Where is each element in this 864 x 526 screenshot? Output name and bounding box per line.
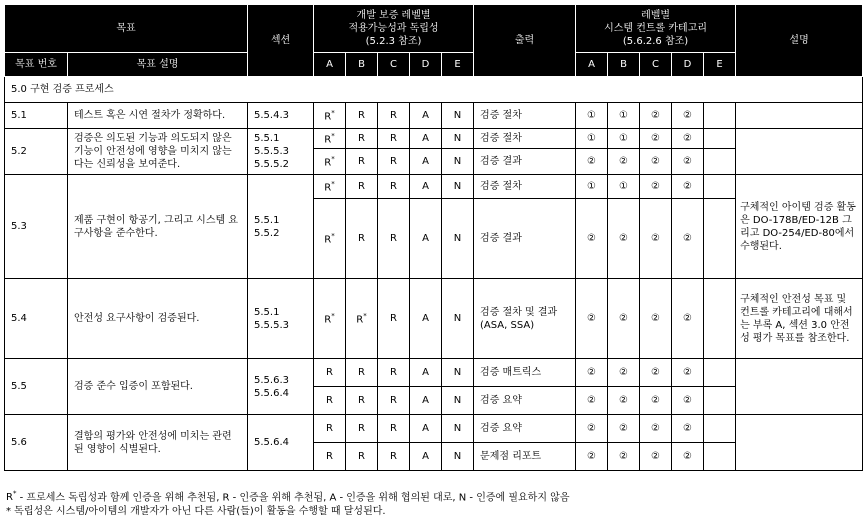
applicability-cell [410,175,442,199]
applicability-value: R [390,313,397,324]
section-ref: 5.5.1 [254,214,280,226]
section-ref: 5.5.6.4 [254,387,290,399]
applicability-cell [314,443,346,471]
note-cell [736,129,863,175]
applicability-cell [442,199,474,279]
section-ref: 5.5.5.3 [254,146,290,157]
applicability-value: R [390,233,397,244]
applicability-value: R [358,233,365,244]
control-header-line-3: (5.6.2.6 참조) [622,36,689,47]
applicability-header-line-2: 적용가능성과 독립성 [348,23,439,34]
section-references [248,175,314,279]
star-superscript: * [12,490,17,498]
star-superscript: * [363,312,367,321]
applicability-cell [442,415,474,443]
control-category-cell: ② [640,387,672,415]
applicability-cell [378,443,410,471]
output-header: 출력 [474,5,576,77]
control-category-cell [704,175,736,199]
control-category-cell: ② [640,103,672,129]
control-category-cell [704,279,736,359]
applicability-value: N [453,110,462,121]
applicability-value: N [453,181,462,192]
output-cell: 검증 절차 및 결과 (ASA, SSA) [474,279,576,359]
output-cell: 검증 절차 [474,129,576,149]
applicability-value: R [390,156,397,167]
objective-number: 5.3 [5,175,68,279]
control-category-cell: ② [672,129,704,149]
objective-description: 테스트 혹은 시연 절차가 정확하다. [68,103,248,129]
applicability-cell [346,103,378,129]
section-ref: 5.5.6.3 [254,374,290,386]
section-ref: 5.5.4.3 [254,110,290,121]
control-category-cell: ② [640,415,672,443]
control-category-cell: ② [608,149,640,175]
section-title: 5.0 구현 검증 프로세스 [5,77,863,103]
section-header: 섹션 [248,5,314,77]
output-cell: 검증 요약 [474,387,576,415]
section-ref: 5.5.5.2 [254,159,290,170]
applicability-cell [314,359,346,387]
star-superscript: * [331,232,335,241]
applicability-cell [442,443,474,471]
objective-description: 제품 구현이 항공기, 그리고 시스템 요구사항을 준수한다. [68,175,248,279]
section-references [248,359,314,415]
applicability-value: R [326,395,333,406]
control-category-cell: ① [576,175,608,199]
control-category-cell: ② [672,175,704,199]
applicability-value: A [422,423,429,434]
applicability-value: R [358,451,365,462]
table-row [5,129,863,149]
applicability-cell [378,129,410,149]
control-category-cell: ② [608,199,640,279]
control-category-cell: ② [576,443,608,471]
applicability-value: A [422,133,429,144]
applicability-cell [410,199,442,279]
applicability-value: R [324,314,332,326]
control-category-cell: ② [576,359,608,387]
control-level-a: A [576,53,608,77]
applicability-cell [410,359,442,387]
footnote-independence-mark: * [6,506,11,517]
note-cell: 구체적인 아이템 검증 활동은 DO-178B/ED-12B 그리고 DO-254/ED-80에서 수행된다. [736,175,863,279]
applicability-value: A [422,367,429,378]
applicability-cell [346,175,378,199]
applicability-value: N [453,367,462,378]
section-references [248,103,314,129]
applicability-cell [346,359,378,387]
applicability-cell [346,387,378,415]
verification-objectives-table [4,4,863,471]
control-category-cell [704,129,736,149]
section-references [248,279,314,359]
applicability-cell [442,279,474,359]
applicability-level-d: D [410,53,442,77]
applicability-value: A [422,233,429,244]
footnote-independence [6,505,386,518]
objective-number: 5.5 [5,359,68,415]
control-category-cell: ② [608,443,640,471]
applicability-cell [314,129,346,149]
control-category-cell: ① [608,129,640,149]
applicability-level-e: E [442,53,474,77]
section-ref: 5.5.2 [254,227,280,239]
control-category-cell: ② [640,149,672,175]
control-category-cell: ② [640,175,672,199]
table-row [5,103,863,129]
applicability-value: R [390,451,397,462]
table-row [5,359,863,387]
applicability-level-b: B [346,53,378,77]
description-header: 설명 [736,5,863,77]
control-category-cell: ② [672,443,704,471]
control-header-line-2: 시스템 컨트롤 카테고리 [604,23,708,34]
table-row [5,279,863,359]
applicability-value: R [324,234,332,246]
applicability-cell [378,149,410,175]
output-cell: 검증 결과 [474,149,576,175]
applicability-level-a: A [314,53,346,77]
control-category-cell: ② [640,443,672,471]
control-category-cell [704,103,736,129]
applicability-cell [410,443,442,471]
applicability-value: N [453,133,462,144]
applicability-value: R [324,111,332,123]
output-cell: 문제점 리포트 [474,443,576,471]
applicability-cell [410,279,442,359]
control-header-line-1: 레벨별 [641,10,671,21]
applicability-value: R [324,134,332,146]
control-category-cell [704,149,736,175]
objective-header: 목표 [5,5,248,53]
applicability-value: A [422,156,429,167]
applicability-cell [314,199,346,279]
table-row [5,175,863,199]
control-category-cell: ② [640,129,672,149]
applicability-value: R [358,181,365,192]
applicability-cell [442,149,474,175]
output-cell: 검증 절차 [474,175,576,199]
applicability-cell [442,129,474,149]
control-category-cell: ② [672,359,704,387]
control-category-cell: ① [576,129,608,149]
applicability-cell [410,149,442,175]
applicability-cell [410,387,442,415]
output-cell: 검증 절차 [474,103,576,129]
applicability-cell [442,103,474,129]
output-cell: 검증 매트릭스 [474,359,576,387]
applicability-value: R [390,423,397,434]
applicability-value: N [453,233,462,244]
star-superscript: * [331,109,335,118]
applicability-cell [410,415,442,443]
control-category-cell: ② [672,103,704,129]
note-cell: 구체적인 안전성 목표 및 컨트롤 카테고리에 대해서는 부록 A, 섹션 3.0 안전성 평가 목표를 참조한다. [736,279,863,359]
applicability-value: N [453,156,462,167]
applicability-value: R [358,395,365,406]
applicability-cell [378,359,410,387]
applicability-value: R [358,156,365,167]
applicability-value: R [324,182,332,194]
applicability-cell [346,129,378,149]
control-level-c: C [640,53,672,77]
control-level-e: E [704,53,736,77]
control-category-header [576,5,736,53]
applicability-cell [314,175,346,199]
objective-number: 5.6 [5,415,68,471]
section-ref: 5.5.6.4 [254,437,290,448]
table-row [5,415,863,443]
applicability-cell [346,415,378,443]
control-category-cell: ② [608,387,640,415]
applicability-cell [346,199,378,279]
control-category-cell: ② [672,279,704,359]
applicability-header-line-1: 개발 보증 레벨별 [356,10,431,21]
control-category-cell [704,443,736,471]
star-superscript: * [331,132,335,141]
note-cell [736,359,863,415]
objective-number-header: 목표 번호 [5,53,68,77]
output-cell: 검증 결과 [474,199,576,279]
applicability-cell [378,415,410,443]
applicability-value: A [422,181,429,192]
control-category-cell: ② [576,279,608,359]
applicability-value: R [358,110,365,121]
applicability-cell [346,149,378,175]
output-cell: 검증 요약 [474,415,576,443]
applicability-cell [378,279,410,359]
star-superscript: * [331,155,335,164]
objective-description: 안전성 요구사항이 검증된다. [68,279,248,359]
control-category-cell: ② [672,387,704,415]
control-category-cell: ② [640,199,672,279]
objective-number: 5.4 [5,279,68,359]
applicability-value: A [422,313,429,324]
control-category-cell: ② [576,199,608,279]
applicability-value: R [390,133,397,144]
control-category-cell: ② [608,415,640,443]
objective-number: 5.1 [5,103,68,129]
control-category-cell: ② [608,359,640,387]
footnote-independence-text: 독립성은 시스템/아이템의 개발자가 아닌 다른 사람(들)이 활동을 수행할 때 달성된다. [11,506,386,517]
control-category-cell: ① [608,103,640,129]
applicability-cell [346,443,378,471]
objective-description: 검증은 의도된 기능과 의도되지 않은 기능이 안전성에 영향을 미치지 않는다는 신뢰성을 보여준다. [68,129,248,175]
applicability-cell [442,387,474,415]
applicability-cell [378,199,410,279]
applicability-header [314,5,474,53]
objective-number: 5.2 [5,129,68,175]
applicability-cell [346,279,378,359]
applicability-cell [314,279,346,359]
control-category-cell: ① [608,175,640,199]
control-level-b: B [608,53,640,77]
applicability-value: R [356,314,364,326]
footnote-legend-text: - 프로세스 독립성과 함께 인증을 위해 추천됨, R - 인증을 위해 추천됨, A - 인증을 위해 협의된 대로, N - 인증에 필요하지 않음 [16,492,570,504]
star-superscript: * [331,312,335,321]
objective-description: 검증 준수 입증이 포함된다. [68,359,248,415]
applicability-cell [378,175,410,199]
applicability-cell [378,387,410,415]
footnote-legend [6,488,570,504]
control-level-d: D [672,53,704,77]
applicability-value: A [422,110,429,121]
applicability-cell [410,129,442,149]
applicability-cell [410,103,442,129]
applicability-value: A [422,451,429,462]
applicability-cell [442,359,474,387]
applicability-value: R [390,395,397,406]
applicability-cell [378,103,410,129]
applicability-value: A [422,395,429,406]
applicability-value: R [326,367,333,378]
applicability-value: R [390,181,397,192]
control-category-cell [704,415,736,443]
applicability-level-c: C [378,53,410,77]
control-category-cell: ② [672,415,704,443]
control-category-cell [704,199,736,279]
control-category-cell: ② [608,279,640,359]
control-category-cell: ② [640,279,672,359]
control-category-cell [704,387,736,415]
control-category-cell: ② [672,199,704,279]
control-category-cell: ② [576,387,608,415]
section-ref: 5.5.5.3 [254,319,290,331]
applicability-cell [314,415,346,443]
control-category-cell: ① [576,103,608,129]
star-superscript: * [331,180,335,189]
section-ref: 5.5.1 [254,133,280,144]
control-category-cell: ② [576,149,608,175]
applicability-value: R [390,367,397,378]
footnote-legend-mark: R* [6,490,17,504]
applicability-value: N [453,313,462,324]
applicability-value: R [326,451,333,462]
section-ref: 5.5.1 [254,306,280,318]
applicability-cell [314,149,346,175]
applicability-value: R [358,367,365,378]
section-references [248,129,314,175]
applicability-value: N [453,395,462,406]
note-cell [736,415,863,471]
applicability-cell [314,103,346,129]
control-category-cell: ② [640,359,672,387]
applicability-value: N [453,423,462,434]
applicability-value: R [358,423,365,434]
applicability-cell [314,387,346,415]
applicability-value: R [390,110,397,121]
applicability-value: R [326,423,333,434]
objective-description-header: 목표 설명 [68,53,248,77]
control-category-cell: ② [576,415,608,443]
applicability-value: R [358,133,365,144]
objective-description: 결함의 평가와 안전성에 미치는 관련된 영향이 식별된다. [68,415,248,471]
applicability-value: R [324,157,332,169]
applicability-header-line-3: (5.2.3 참조) [365,36,422,47]
section-references [248,415,314,471]
applicability-cell [442,175,474,199]
control-category-cell: ② [672,149,704,175]
control-category-cell [704,359,736,387]
note-cell [736,103,863,129]
applicability-value: N [453,451,462,462]
